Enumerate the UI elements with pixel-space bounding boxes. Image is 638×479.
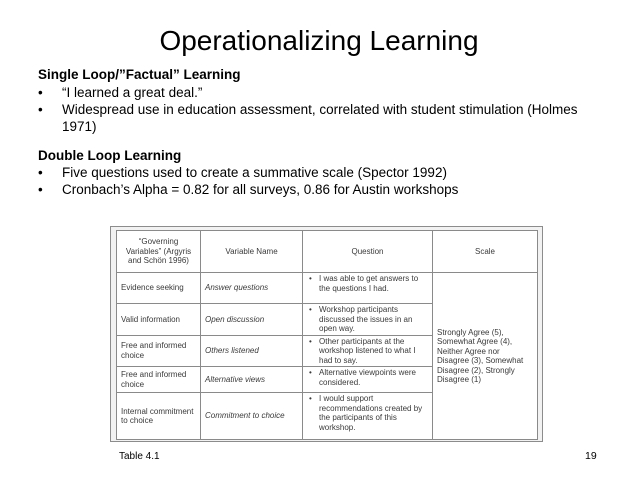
governing-variable-cell: Internal commitment to choice: [117, 393, 201, 440]
header-variable-name: Variable Name: [201, 231, 303, 273]
variable-name-cell: Others listened: [201, 335, 303, 367]
bullet-marker: •: [38, 102, 43, 117]
governing-variable-cell: Free and informed choice: [117, 367, 201, 393]
header-question: Question: [303, 231, 433, 273]
table-image: [110, 226, 543, 442]
slide-title: Operationalizing Learning: [159, 25, 479, 56]
question-cell: • I would support recommendations created by the participants of this workshop.: [303, 393, 433, 440]
variable-name-cell: Commitment to choice: [201, 393, 303, 440]
bullet-marker: •: [38, 165, 43, 180]
bullet-marker: •: [309, 336, 312, 346]
question-cell: • Other participants at the workshop listened to what I had to say.: [303, 335, 433, 367]
double-loop-heading: Double Loop Learning: [38, 148, 182, 163]
bullet-marker: •: [38, 182, 43, 197]
single-loop-bullet-1: • “I learned a great deal.”: [38, 85, 203, 100]
bullet-marker: •: [309, 368, 312, 377]
table-caption: Table 4.1: [119, 451, 160, 462]
table-row: [117, 273, 538, 304]
governing-variable-cell: Evidence seeking: [117, 273, 201, 304]
header-scale: Scale: [433, 231, 538, 273]
bullet-marker: •: [309, 274, 312, 283]
double-loop-bullet-1: • Five questions used to create a summative scale (Spector 1992): [38, 165, 447, 180]
governing-variables-table: [116, 230, 538, 440]
double-loop-bullet-2: • Cronbach’s Alpha = 0.82 for all surveys, 0.86 for Austin workshops: [38, 182, 459, 197]
header-governing-variables: “Governing Variables” (Argyris and Schön 1996): [117, 231, 201, 273]
governing-variable-cell: Valid information: [117, 304, 201, 336]
variable-name-cell: Alternative views: [201, 367, 303, 393]
table-header-row: [117, 231, 538, 273]
scale-cell: Strongly Agree (5), Somewhat Agree (4), Neither Agree nor Disagree (3), Somewhat Disagree (2), Strongly Disagree (1): [433, 273, 538, 440]
question-cell: • Workshop participants discussed the issues in an open way.: [303, 304, 433, 336]
single-loop-bullet-2: • Widespread use in education assessment, correlated with student stimulation (Holmes 1971): [38, 102, 578, 134]
bullet-marker: •: [38, 85, 43, 100]
page-number: 19: [585, 450, 597, 462]
single-loop-heading: Single Loop/”Factual” Learning: [38, 67, 241, 82]
question-cell: • Alternative viewpoints were considered.: [303, 367, 433, 393]
variable-name-cell: Answer questions: [201, 273, 303, 304]
governing-variable-cell: Free and informed choice: [117, 335, 201, 367]
question-cell: • I was able to get answers to the questions I had.: [303, 273, 433, 304]
bullet-marker: •: [309, 394, 312, 403]
bullet-marker: •: [309, 305, 312, 314]
variable-name-cell: Open discussion: [201, 304, 303, 336]
